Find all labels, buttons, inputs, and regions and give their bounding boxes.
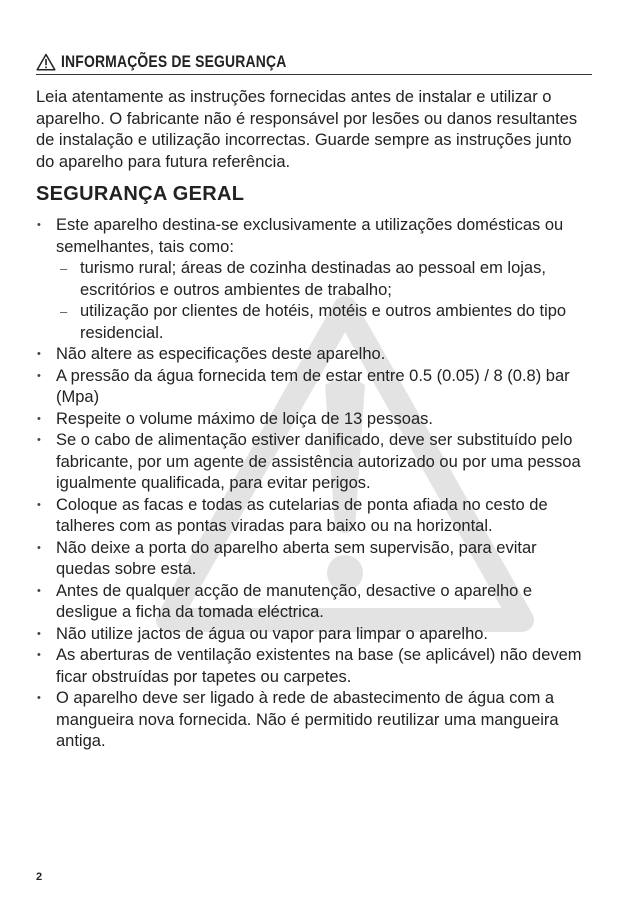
list-item: • Se o cabo de alimentação estiver danificado, deve ser substituído pelo fabricante, por um agente de assistência autorizado ou por uma pessoa igualmente qualificada, para evitar perigos.: [36, 430, 592, 495]
safety-page: [36, 52, 592, 753]
general-safety-title: SEGURANÇA GERAL: [36, 183, 245, 205]
list-item: • A pressão da água fornecida tem de estar entre 0.5 (0.05) / 8 (0.8) bar (Mpa): [36, 366, 592, 409]
list-item: • As aberturas de ventilação existentes na base (se aplicável) não devem ficar obstruídas por tapetes ou carpetes.: [36, 645, 592, 688]
list-item: • Não deixe a porta do aparelho aberta sem supervisão, para evitar quedas sobre esta.: [36, 538, 592, 581]
section-header: [36, 52, 592, 75]
list-item: • Coloque as facas e todas as cutelarias de ponta afiada no cesto de talheres com as pontas viradas para baixo ou na horizontal.: [36, 495, 592, 538]
list-item: • O aparelho deve ser ligado à rede de abastecimento de água com a mangueira nova fornecida. Não é permitido reutilizar uma mangueira antiga.: [36, 688, 592, 753]
sub-list: [56, 258, 592, 344]
sub-list-item: – utilização por clientes de hotéis, motéis e outros ambientes do tipo residencial.: [56, 301, 592, 344]
page-number: 2: [36, 871, 43, 883]
list-item: [36, 215, 592, 344]
list-item-text: Este aparelho destina-se exclusivamente a utilizações domésticas ou semelhantes, tais como:: [56, 216, 564, 256]
sub-list-item: – turismo rural; áreas de cozinha destinadas ao pessoal em lojas, escritórios e outros ambientes de trabalho;: [56, 258, 592, 301]
list-item: • Respeite o volume máximo de loiça de 13 pessoas.: [36, 409, 592, 431]
safety-list: [36, 215, 592, 753]
intro-paragraph: Leia atentamente as instruções fornecidas antes de instalar e utilizar o aparelho. O fabricante não é responsável por lesões ou danos resultantes de instalação e utilização incorrectas. Guarde sempre as instruções junto do aparelho para futura referência.: [36, 88, 578, 171]
list-item: • Não utilize jactos de água ou vapor para limpar o aparelho.: [36, 624, 592, 646]
list-item: • Não altere as especificações deste aparelho.: [36, 344, 592, 366]
warning-triangle-icon: [36, 53, 56, 71]
list-item: • Antes de qualquer acção de manutenção, desactive o aparelho e desligue a ficha da tomada eléctrica.: [36, 581, 592, 624]
section-title: INFORMAÇÕES DE SEGURANÇA: [61, 52, 287, 71]
